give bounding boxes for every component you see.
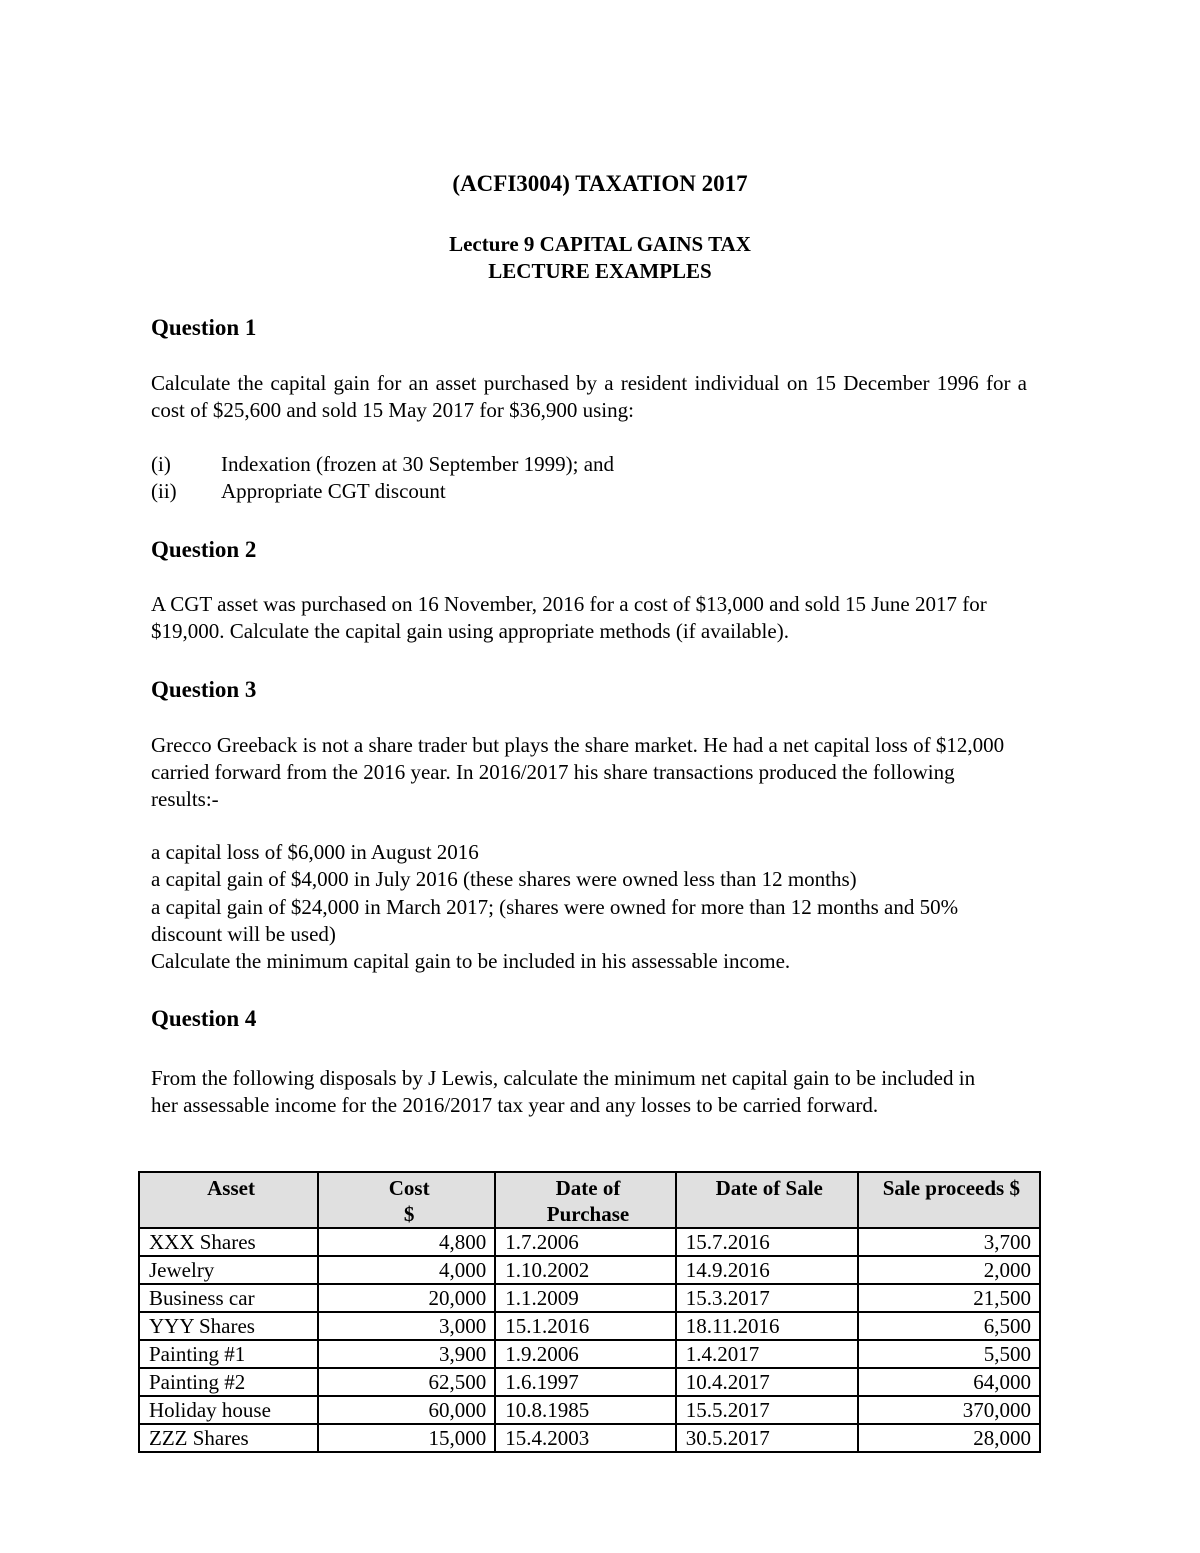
cell-cost: 20,000 <box>318 1284 495 1312</box>
question-1-heading: Question 1 <box>151 315 257 340</box>
table-row <box>139 1256 1040 1284</box>
question-4-heading: Question 4 <box>151 1006 257 1031</box>
cell-cost: 15,000 <box>318 1424 495 1452</box>
cell-sale-date: 10.4.2017 <box>676 1368 858 1396</box>
list-number: (i) <box>151 452 171 476</box>
cell-proceeds: 64,000 <box>858 1368 1040 1396</box>
question-3-line-2: a capital gain of $4,000 in July 2016 (these shares were owned less than 12 months) <box>151 867 857 891</box>
cell-proceeds: 28,000 <box>858 1424 1040 1452</box>
cell-purchase-date: 15.4.2003 <box>495 1424 676 1452</box>
cell-proceeds: 2,000 <box>858 1256 1040 1284</box>
header-cost <box>318 1172 495 1228</box>
question-4-text: From the following disposals by J Lewis, calculate the minimum net capital gain to be included in her assessable income for the 2016/2017 tax year and any losses to be carried forward. <box>151 1066 976 1117</box>
question-3-line-3: a capital gain of $24,000 in March 2017; (shares were owned for more than 12 months and 50% discount will be used) <box>151 895 959 946</box>
cell-sale-date: 14.9.2016 <box>676 1256 858 1284</box>
list-number: (ii) <box>151 479 177 503</box>
question-2-heading: Question 2 <box>151 537 257 562</box>
cell-proceeds: 3,700 <box>858 1228 1040 1256</box>
header-purchase-line1: Date of <box>555 1176 621 1200</box>
list-text: Appropriate CGT discount <box>221 479 446 503</box>
cell-asset: Painting #2 <box>139 1368 318 1396</box>
lecture-title: Lecture 9 CAPITAL GAINS TAX <box>449 232 751 256</box>
header-date-of-purchase <box>495 1172 676 1228</box>
table-row <box>139 1424 1040 1452</box>
disposals-table <box>138 1171 1041 1453</box>
lecture-subtitle: LECTURE EXAMPLES <box>488 259 712 283</box>
question-2-text: A CGT asset was purchased on 16 November, 2016 for a cost of $13,000 and sold 15 June 2017 for $19,000. Calculate the capital gain using appropriate methods (if available). <box>151 592 987 643</box>
cell-sale-date: 18.11.2016 <box>676 1312 858 1340</box>
cell-cost: 3,000 <box>318 1312 495 1340</box>
cell-asset: Jewelry <box>139 1256 318 1284</box>
cell-asset: Holiday house <box>139 1396 318 1424</box>
document-title: (ACFI3004) TAXATION 2017 <box>452 171 748 196</box>
cell-purchase-date: 1.9.2006 <box>495 1340 676 1368</box>
header-cost-line2: $ <box>403 1202 415 1226</box>
cell-proceeds: 5,500 <box>858 1340 1040 1368</box>
cell-cost: 62,500 <box>318 1368 495 1396</box>
cell-asset: XXX Shares <box>139 1228 318 1256</box>
header-date-of-sale: Date of Sale <box>676 1172 858 1228</box>
cell-asset: Painting #1 <box>139 1340 318 1368</box>
table-row <box>139 1396 1040 1424</box>
table-row <box>139 1368 1040 1396</box>
cell-proceeds: 21,500 <box>858 1284 1040 1312</box>
question-1-text: Calculate the capital gain for an asset purchased by a resident individual on 15 December 1996 for a cost of $25,600 and sold 15 May 2017 for $36,900 using: <box>151 371 1027 422</box>
question-3-line-1: a capital loss of $6,000 in August 2016 <box>151 840 479 864</box>
cell-purchase-date: 10.8.1985 <box>495 1396 676 1424</box>
cell-sale-date: 15.5.2017 <box>676 1396 858 1424</box>
list-text: Indexation (frozen at 30 September 1999); and <box>221 452 615 476</box>
cell-sale-date: 15.3.2017 <box>676 1284 858 1312</box>
table-header-row <box>139 1172 1040 1228</box>
question-3-intro: Grecco Greeback is not a share trader but plays the share market. He had a net capital loss of $12,000 carried forward from the 2016 year. In 2016/2017 his share transactions produced the following results:- <box>151 733 1005 811</box>
table-row <box>139 1284 1040 1312</box>
cell-cost: 60,000 <box>318 1396 495 1424</box>
cell-asset: ZZZ Shares <box>139 1424 318 1452</box>
cell-purchase-date: 1.1.2009 <box>495 1284 676 1312</box>
cell-proceeds: 6,500 <box>858 1312 1040 1340</box>
cell-asset: Business car <box>139 1284 318 1312</box>
cell-purchase-date: 1.10.2002 <box>495 1256 676 1284</box>
cell-sale-date: 1.4.2017 <box>676 1340 858 1368</box>
cell-cost: 4,000 <box>318 1256 495 1284</box>
header-sale-proceeds: Sale proceeds $ <box>858 1172 1040 1228</box>
header-cost-line1: Cost <box>388 1176 430 1200</box>
cell-cost: 4,800 <box>318 1228 495 1256</box>
cell-purchase-date: 1.7.2006 <box>495 1228 676 1256</box>
cell-purchase-date: 1.6.1997 <box>495 1368 676 1396</box>
header-asset: Asset <box>139 1172 318 1228</box>
cell-sale-date: 15.7.2016 <box>676 1228 858 1256</box>
cell-cost: 3,900 <box>318 1340 495 1368</box>
question-3-line-4: Calculate the minimum capital gain to be included in his assessable income. <box>151 949 791 973</box>
cell-asset: YYY Shares <box>139 1312 318 1340</box>
cell-sale-date: 30.5.2017 <box>676 1424 858 1452</box>
cell-purchase-date: 15.1.2016 <box>495 1312 676 1340</box>
table-row <box>139 1228 1040 1256</box>
cell-proceeds: 370,000 <box>858 1396 1040 1424</box>
header-purchase-line2: Purchase <box>546 1202 630 1226</box>
table-row <box>139 1340 1040 1368</box>
table-row <box>139 1312 1040 1340</box>
question-3-heading: Question 3 <box>151 677 257 702</box>
